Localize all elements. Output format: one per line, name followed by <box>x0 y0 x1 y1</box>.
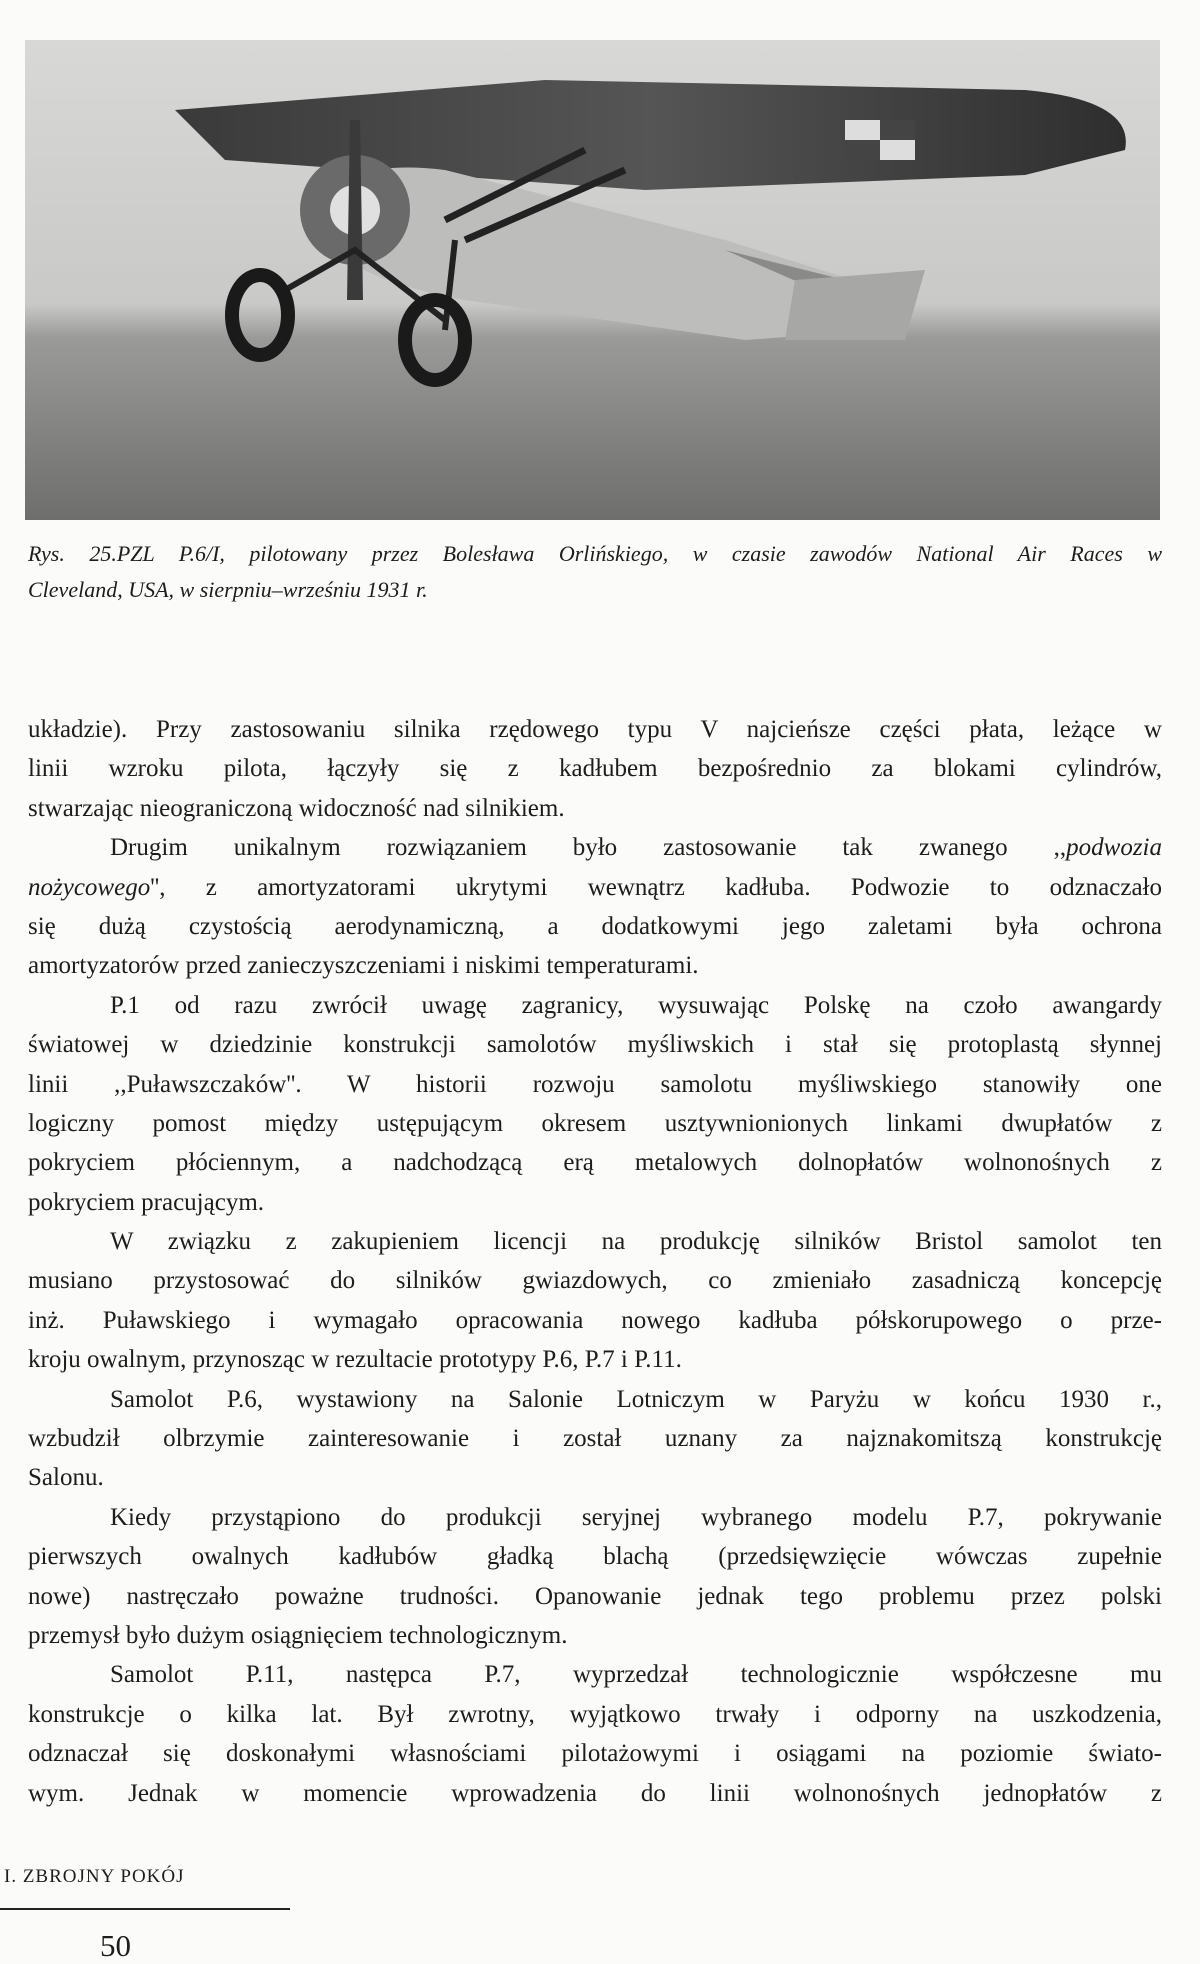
paragraph <box>28 710 1162 828</box>
text-line: się dużą czystością aerodynamiczną, a dodatkowymi jego zaletami była ochrona <box>28 912 1162 940</box>
figure-caption-line2: Cleveland, USA, w sierpniu–wrześniu 1931 r. <box>28 577 428 602</box>
text-line: konstrukcje o kilka lat. Był zwrotny, wyjątkowo trwały i odporny na uszkodzenia, <box>28 1700 1162 1728</box>
text-line: P.1 od razu zwrócił uwagę zagranicy, wysuwając Polskę na czoło awangardy <box>110 991 1162 1019</box>
text-line: pokryciem płóciennym, a nadchodzącą erą metalowych dolnopłatów wolnonośnych z <box>28 1149 1162 1177</box>
text-line: odznaczał się doskonałymi własnościami pilotażowymi i osiągami na poziomie świato- <box>28 1740 1162 1768</box>
text-line: stwarzając nieograniczoną widoczność nad silnikiem. <box>28 794 565 822</box>
text-line <box>28 868 1162 907</box>
text-line: Kiedy przystąpiono do produkcji seryjnej wybranego modelu P.7, pokrywanie <box>110 1503 1162 1531</box>
text-line: amortyzatorów przed zanieczyszczeniami i niskimi temperaturami. <box>28 952 699 980</box>
text-line <box>28 828 1162 867</box>
text-line: linii wzroku pilota, łączyły się z kadłubem bezpośrednio za blokami cylindrów, <box>28 755 1162 783</box>
italic-term: nożycowego <box>28 873 151 901</box>
text-line: inż. Puławskiego i wymagało opracowania nowego kadłuba półskorupowego o prze- <box>28 1306 1162 1334</box>
text-line: linii ,,Puławszczaków''. W historii rozwoju samolotu myśliwskiego stanowiły one <box>28 1070 1162 1098</box>
text-line: wzbudził olbrzymie zainteresowanie i został uznany za najznakomitszą konstrukcję <box>28 1425 1162 1453</box>
text-line: kroju owalnym, przynosząc w rezultacie prototypy P.6, P.7 i P.11. <box>28 1346 682 1374</box>
text-line: światowej w dziedzinie konstrukcji samolotów myśliwskich i stał się protoplastą słynnej <box>28 1031 1162 1059</box>
text-line: Samolot P.11, następca P.7, wyprzedzał technologicznie współczesne mu <box>110 1661 1162 1689</box>
figure-caption-line1: Rys. 25.PZL P.6/I, pilotowany przez Bolesława Orlińskiego, w czasie zawodów National Air Races w <box>28 541 1162 566</box>
italic-term: podwozia <box>1066 834 1162 862</box>
text-line: pokryciem pracującym. <box>28 1188 265 1216</box>
paragraph <box>28 1498 1162 1656</box>
text-line: przemysł było dużym osiągnięciem technologicznym. <box>28 1621 568 1649</box>
paragraph <box>28 1380 1162 1498</box>
text-line: nowe) nastręczało poważne trudności. Opanowanie jednak tego problemu przez polski <box>28 1582 1162 1610</box>
text-line: Samolot P.6, wystawiony na Salonie Lotniczym w Paryżu w końcu 1930 r., <box>110 1385 1162 1413</box>
aircraft-tail <box>785 270 925 340</box>
chapter-footer: I. ZBROJNY POKÓJ <box>4 1866 185 1887</box>
text-line: pierwszych owalnych kadłubów gładką blachą (przedsięwzięcie wówczas zupełnie <box>28 1543 1162 1571</box>
text-segment: Drugim unikalnym rozwiązaniem było zastosowanie tak zwanego ,, <box>110 834 1067 862</box>
body-text <box>28 710 1162 1813</box>
text-line: musiano przystosować do silników gwiazdowych, co zmieniało zasadniczą koncepcję <box>28 1267 1162 1295</box>
paragraph <box>28 986 1162 1222</box>
paragraph <box>28 1655 1162 1813</box>
paragraph <box>28 828 1162 986</box>
text-line: wym. Jednak w momencie wprowadzenia do linii wolnonośnych jednopłatów z <box>28 1779 1162 1807</box>
paragraph <box>28 1222 1162 1380</box>
text-line: logiczny pomost między ustępującym okresem usztywnionionych linkami dwupłatów z <box>28 1109 1162 1137</box>
page-number: 50 <box>100 1928 131 1963</box>
text-line: W związku z zakupieniem licencji na produkcję silników Bristol samolot ten <box>110 1228 1162 1256</box>
text-segment: '', z amortyzatorami ukrytymi wewnątrz kadłuba. Podwozie to odznaczało <box>150 873 1162 901</box>
text-line: Salonu. <box>28 1464 104 1492</box>
text-line: układzie). Przy zastosowaniu silnika rzędowego typu V najcieńsze części płata, leżące w <box>28 716 1162 743</box>
footer-rule <box>0 1908 290 1910</box>
aircraft-photo <box>25 40 1160 520</box>
